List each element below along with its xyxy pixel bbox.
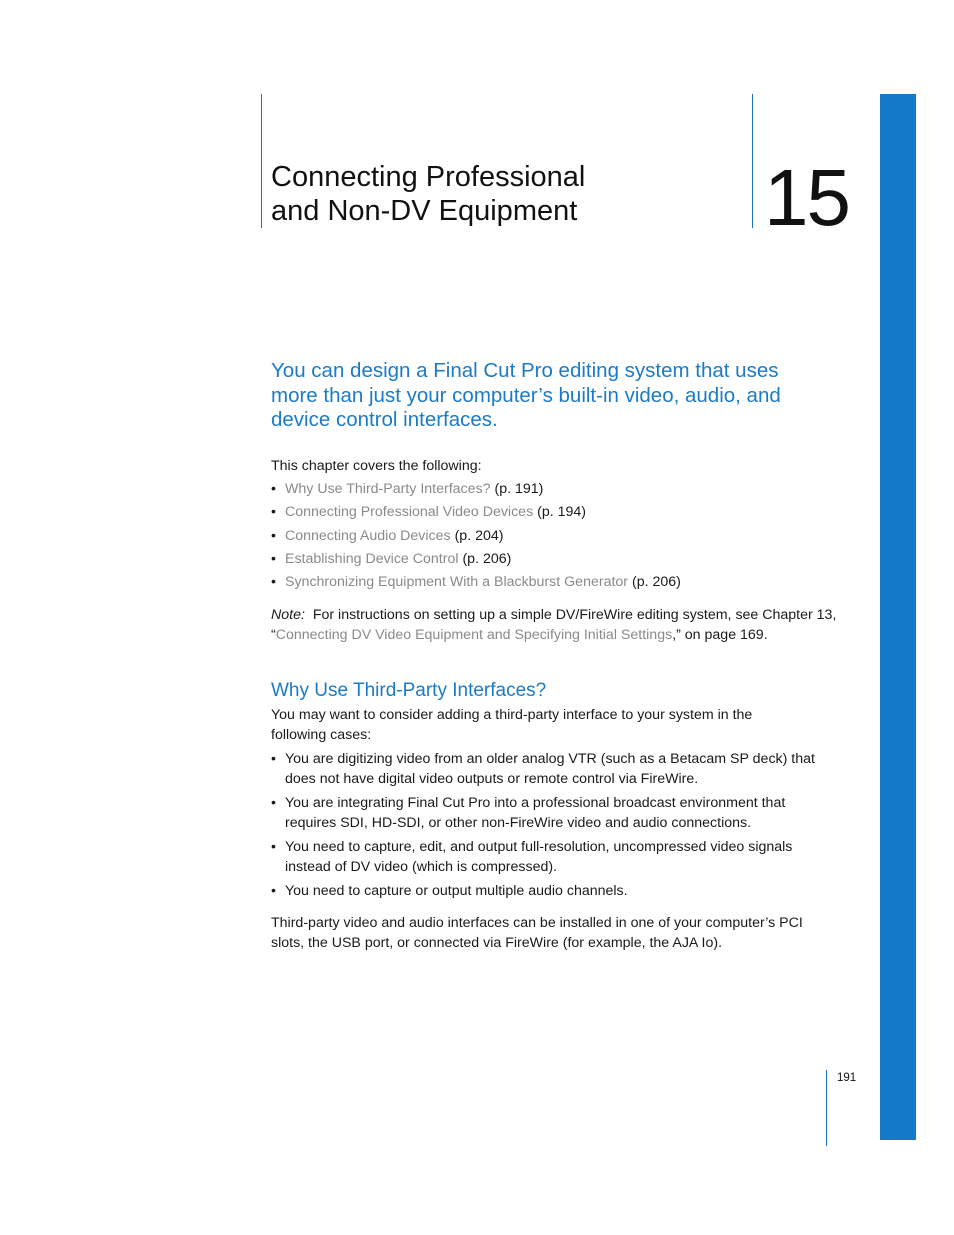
- note-text: For instructions on setting up a simple DV/FireWire editing system, see Chapter 13,: [312, 607, 837, 623]
- note-block: [271, 605, 836, 645]
- toc-link[interactable]: Synchronizing Equipment With a Blackburst Generator: [285, 574, 629, 591]
- note-tail: ,” on page 169.: [672, 627, 768, 643]
- closing-line: Third-party video and audio interfaces can be installed in one of your computer’s PCI: [271, 915, 803, 931]
- toc-item: [271, 572, 681, 595]
- toc-page: (p. 206): [631, 574, 681, 591]
- case-line: • You need to capture, edit, and output full-resolution, uncompressed video signals: [285, 839, 793, 855]
- note-line: [271, 625, 836, 645]
- section-closing: [271, 913, 803, 953]
- case-item: [271, 749, 815, 789]
- note-line: [271, 605, 836, 625]
- case-line: instead of DV video (which is compressed).: [285, 859, 558, 875]
- case-line: • You are integrating Final Cut Pro into a professional broadcast environment that: [285, 795, 786, 811]
- chapter-title-line: and Non-DV Equipment: [271, 195, 578, 227]
- toc-page: (p. 204): [454, 527, 504, 544]
- toc-item: [271, 549, 681, 572]
- case-item: [271, 837, 815, 877]
- case-line: does not have digital video outputs or remote control via FireWire.: [285, 771, 699, 787]
- covers-label: This chapter covers the following:: [271, 458, 482, 474]
- chapter-side-tab: [880, 94, 916, 1140]
- toc-page: (p. 194): [537, 504, 587, 521]
- section-heading: Why Use Third-Party Interfaces?: [271, 680, 547, 701]
- toc-item: [271, 479, 681, 502]
- case-item: [271, 793, 815, 833]
- toc-item: [271, 502, 681, 525]
- chapter-intro: [271, 359, 811, 433]
- case-line: requires SDI, HD-SDI, or other non-FireWire video and audio connections.: [285, 815, 752, 831]
- toc-link[interactable]: Connecting Audio Devices: [285, 527, 451, 544]
- chapter-title-line: Connecting Professional: [271, 161, 586, 193]
- intro-line: You can design a Final Cut Pro editing system that uses: [271, 359, 779, 382]
- toc-page: (p. 191): [494, 481, 544, 497]
- chapter-toc: [271, 479, 681, 595]
- intro-line: more than just your computer’s built-in video, audio, and: [271, 383, 781, 407]
- note-open-quote: “: [271, 627, 276, 643]
- toc-page: (p. 206): [462, 550, 512, 567]
- page-number: 191: [837, 1072, 857, 1084]
- chapter-number: 15: [764, 153, 849, 242]
- page-number-rule: [826, 1070, 827, 1146]
- toc-link[interactable]: Establishing Device Control: [285, 550, 459, 567]
- intro-line: device control interfaces.: [271, 408, 498, 431]
- section-intro-line: following cases:: [271, 727, 372, 743]
- chapter-title: [271, 160, 585, 228]
- chapter-number-rule: [752, 94, 753, 228]
- toc-link[interactable]: Connecting Professional Video Devices: [285, 504, 534, 521]
- closing-line: slots, the USB port, or connected via FireWire (for example, the AJA Io).: [271, 935, 723, 951]
- toc-item: [271, 526, 681, 549]
- case-item: [271, 881, 815, 901]
- section-intro-line: You may want to consider adding a third-party interface to your system in the: [271, 707, 753, 723]
- section-intro: [271, 705, 752, 745]
- case-line: • You need to capture or output multiple audio channels.: [285, 883, 628, 899]
- note-link[interactable]: Connecting DV Video Equipment and Specifying Initial Settings: [275, 627, 673, 643]
- title-rule: [261, 94, 262, 228]
- toc-link[interactable]: Why Use Third-Party Interfaces?: [285, 481, 491, 497]
- case-line: • You are digitizing video from an older analog VTR (such as a Betacam SP deck) that: [285, 751, 815, 767]
- cases-list: [271, 749, 815, 905]
- note-label: Note:: [271, 607, 305, 623]
